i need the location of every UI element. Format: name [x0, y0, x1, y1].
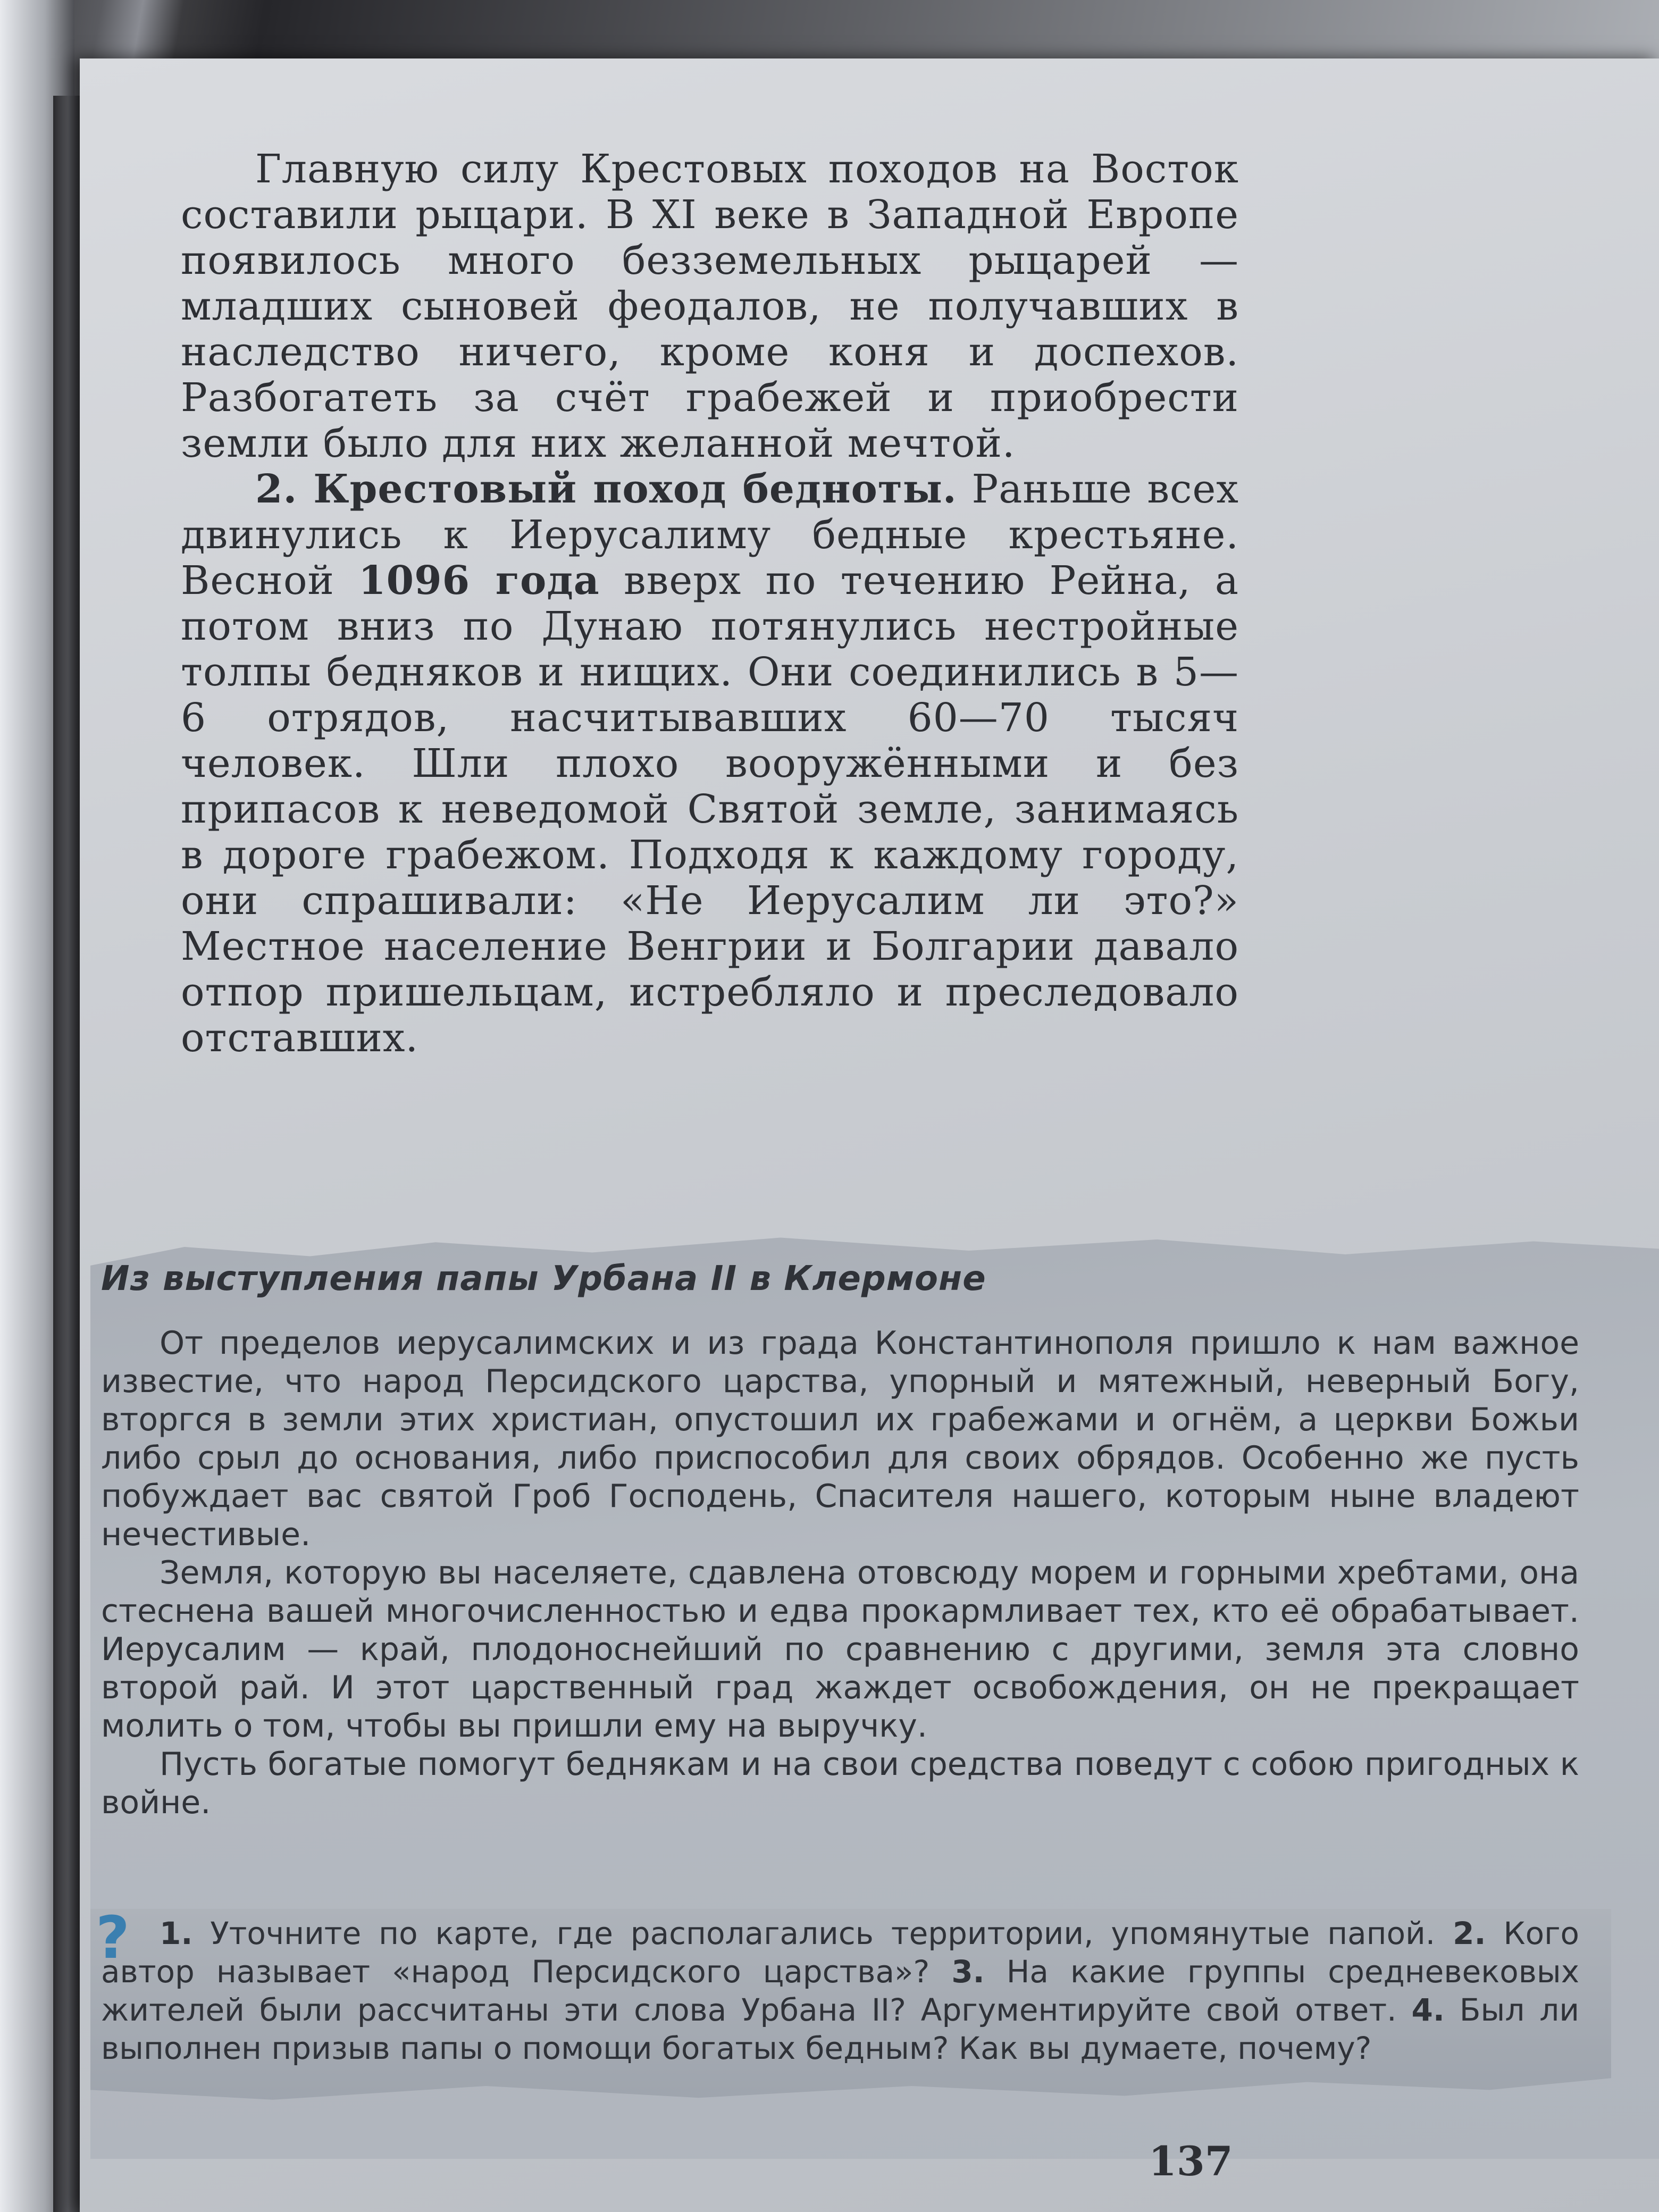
question-2: Кого автор называет «народ Персидского царства»?	[101, 1915, 1580, 1990]
question-mark-icon: ?	[96, 1904, 130, 1972]
source-text	[101, 1324, 1579, 1822]
question-number: 2.	[1453, 1915, 1486, 1951]
source-paragraph: От пределов иерусалимских и из града Константинополя пришло к нам важное известие, что народ Персидского царства, упорный и мятежный, неверный Богу, вторгся в земли этих христиан, опустошил их грабежами и огнём, а церкви Божьи либо срыл до основания, либо приспособил для своих обрядов. Особенно же пусть побуждает вас святой Гроб Господень, Спасителя нашего, которым ныне владеют нечестивые.	[101, 1325, 1579, 1553]
source-title: Из выступления папы Урбана II в Клермоне	[101, 1259, 986, 1298]
paragraph-knights: Главную силу Крестовых походов на Восток составили рыцари. В XI веке в Западной Европе появилось много безземельных рыцарей — младших сыновей феодалов, не получавших в наследство ничего, кроме коня и доспехов. Разбогатеть за счёт грабежей и приобрести земли было для них желанной мечтой.	[181, 146, 1239, 466]
question-number: 4.	[1411, 1992, 1445, 2028]
question-number: 1.	[160, 1915, 193, 1951]
main-text	[181, 146, 1239, 1061]
source-paragraph: Пусть богатые помогут беднякам и на свои средства поведут с собою пригодных к войне.	[101, 1746, 1579, 1821]
year-highlight: 1096 года	[358, 558, 600, 604]
page-content	[80, 58, 1659, 2212]
question-1: Уточните по карте, где располагались территории, упомянутые папой.	[210, 1915, 1436, 1951]
question-4: Был ли выполнен призыв папы о помощи богатых бедным? Как вы думаете, почему?	[101, 1992, 1580, 2066]
paragraph-poor-crusade	[181, 466, 1239, 1061]
question-3: На какие группы средневековых жителей были рассчитаны эти слова Урбана II? Аргументируйте свой ответ.	[101, 1954, 1580, 2028]
paragraph2-part2: вверх по течению Рейна, а потом вниз по Дунаю потянулись нестройные толпы бедняков и нищих. Они соединились в 5—6 отрядов, насчитывавших 60—70 тысяч человек. Шли плохо вооружёнными и без припасов к неведомой Святой земле, занимаясь в дороге грабежом. Подходя к каждому городу, они спрашивали: «Не Иерусалим ли это?» Местное население Венгрии и Болгарии давало отпор пришельцам, истребляло и преследовало отставших.	[181, 558, 1239, 1061]
question-number: 3.	[951, 1954, 985, 1990]
paragraph2-part1: Раньше всех двинулись к Иерусалиму бедные крестьяне. Весной	[181, 466, 1239, 604]
section-heading: 2. Крестовый поход бедноты.	[255, 466, 957, 512]
source-paragraph: Земля, которую вы населяете, сдавлена отовсюду морем и горными хребтами, она стеснена вашей многочисленностью и едва прокармливает тех, кто её обрабатывает. Иерусалим — край, плодоноснейший по сравнению с другими, земля эта словно второй рай. И этот царственный град жаждет освобождения, он не прекращает молить о том, чтобы вы пришли ему на выручку.	[101, 1554, 1579, 1745]
page-number: 137	[1149, 2138, 1233, 2185]
questions-text	[101, 1914, 1579, 2067]
